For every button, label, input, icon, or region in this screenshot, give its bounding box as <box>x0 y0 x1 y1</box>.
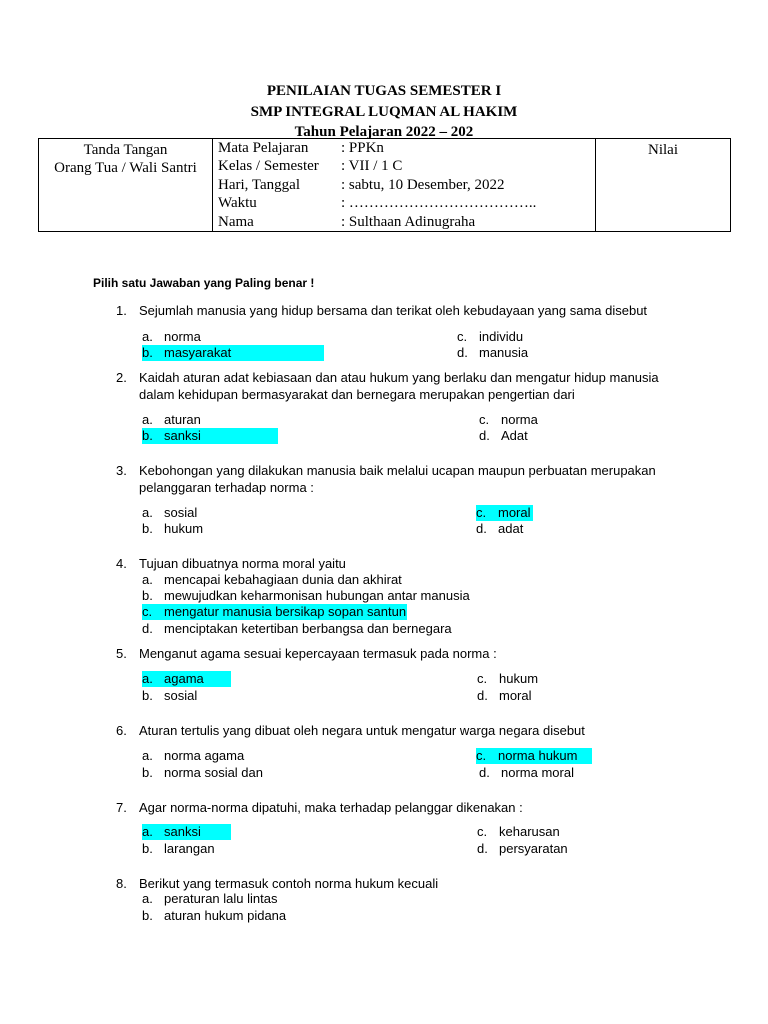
option-text: mengatur manusia bersikap sopan santun <box>164 604 407 619</box>
option-letter: b. <box>142 688 153 703</box>
info-value: : ……………………………….. <box>341 195 537 212</box>
option-text: individu <box>479 329 524 344</box>
info-value: : sabtu, 10 Desember, 2022 <box>341 176 505 193</box>
option-text: norma <box>164 329 201 344</box>
question-number: 7. <box>116 800 127 815</box>
option-letter: c. <box>477 824 488 839</box>
option-text: sosial <box>164 688 198 703</box>
info-label: Mata Pelajaran <box>218 140 309 156</box>
option-letter: a. <box>142 671 153 686</box>
option-text: norma hukum <box>498 748 578 763</box>
option-letter: a. <box>142 824 153 839</box>
question-number: 8. <box>116 876 127 891</box>
instruction: Pilih satu Jawaban yang Paling benar ! <box>93 276 315 290</box>
option-letter: c. <box>142 604 153 619</box>
signature-label-1: Tanda Tangan <box>83 142 168 158</box>
option-text: larangan <box>164 841 215 856</box>
option-text: moral <box>499 688 532 703</box>
option-5a[interactable] <box>142 671 231 687</box>
question-number: 1. <box>116 303 127 318</box>
question-text: Kebohongan yang dilakukan manusia baik melalui ucapan maupun perbuatan merupakan pelanggaran terhadap norma : <box>139 463 656 495</box>
info-label: Kelas / Semester <box>218 158 319 175</box>
info-label: Waktu <box>218 195 257 212</box>
option-letter: b. <box>142 521 153 536</box>
question-number: 6. <box>116 723 127 738</box>
school-name: SMP INTEGRAL LUQMAN AL HAKIM <box>250 104 518 120</box>
info-row-date <box>213 176 595 194</box>
option-text: keharusan <box>499 824 560 839</box>
info-value: : Sulthaan Adinugraha <box>341 213 476 230</box>
option-letter: d. <box>477 841 488 856</box>
option-4c[interactable] <box>142 604 407 620</box>
option-text: hukum <box>499 671 539 686</box>
option-text: adat <box>498 521 524 536</box>
question-text: Berikut yang termasuk contoh norma hukum kecuali <box>139 876 439 891</box>
student-info-cell <box>213 139 596 232</box>
option-text: peraturan lalu lintas <box>164 891 278 906</box>
option-text: masyarakat <box>164 345 232 360</box>
question-number: 2. <box>116 370 127 385</box>
option-text: norma moral <box>501 765 574 780</box>
info-value: : PPKn <box>341 140 384 156</box>
option-letter: d. <box>479 765 490 780</box>
option-letter: d. <box>142 621 153 636</box>
option-text: Adat <box>501 428 528 443</box>
option-letter: c. <box>476 748 487 763</box>
option-letter: c. <box>477 671 488 686</box>
question-text: Tujuan dibuatnya norma moral yaitu <box>139 556 346 571</box>
option-letter: a. <box>142 412 153 427</box>
option-letter: d. <box>479 428 490 443</box>
option-2b[interactable] <box>142 428 278 444</box>
option-text: norma <box>501 412 538 427</box>
question-number: 4. <box>116 556 127 571</box>
score-label: Nilai <box>648 142 678 158</box>
option-text: norma sosial dan <box>164 765 263 780</box>
option-text: mencapai kebahagiaan dunia dan akhirat <box>164 572 402 587</box>
question-text: Aturan tertulis yang dibuat oleh negara untuk mengatur warga negara disebut <box>139 723 585 738</box>
option-letter: c. <box>479 412 490 427</box>
option-letter: c. <box>476 505 487 520</box>
option-letter: d. <box>457 345 468 360</box>
option-letter: b. <box>142 428 153 443</box>
question-number: 5. <box>116 646 127 661</box>
option-letter: b. <box>142 841 153 856</box>
option-text: hukum <box>164 521 204 536</box>
option-text: persyaratan <box>499 841 568 856</box>
question-number: 3. <box>116 463 127 478</box>
option-letter: a. <box>142 505 153 520</box>
option-3c[interactable] <box>476 505 533 521</box>
option-letter: b. <box>142 765 153 780</box>
option-1b[interactable] <box>142 345 324 361</box>
info-row-class <box>213 157 595 175</box>
info-label: Nama <box>218 213 254 230</box>
info-value: : VII / 1 C <box>341 158 403 175</box>
option-7a[interactable] <box>142 824 231 840</box>
academic-year: Tahun Pelajaran 2022 – 202 <box>294 124 474 140</box>
question-text: Sejumlah manusia yang hidup bersama dan terikat oleh kebudayaan yang sama disebut <box>139 303 648 318</box>
option-letter: b. <box>142 908 153 923</box>
option-6c[interactable] <box>476 748 592 764</box>
option-letter: b. <box>142 345 153 360</box>
exam-info-table <box>38 138 731 232</box>
option-text: menciptakan ketertiban berbangsa dan bernegara <box>164 621 452 636</box>
option-letter: d. <box>477 688 488 703</box>
question-text: Kaidah aturan adat kebiasaan dan atau hukum yang berlaku dan mengatur hidup manusia dalam kehidupan bermasyarakat dan bernegara merupakan pengertian dari <box>139 370 659 402</box>
option-letter: a. <box>142 748 153 763</box>
option-text: aturan hukum pidana <box>164 908 287 923</box>
option-text: manusia <box>479 345 529 360</box>
option-letter: a. <box>142 329 153 344</box>
info-label: Hari, Tanggal <box>218 176 300 193</box>
info-row-subject <box>213 139 595 157</box>
option-text: agama <box>164 671 204 686</box>
option-letter: b. <box>142 588 153 603</box>
option-text: sanksi <box>164 824 201 839</box>
question-text: Agar norma-norma dipatuhi, maka terhadap pelanggar dikenakan : <box>139 800 523 815</box>
score-cell <box>596 139 731 232</box>
option-letter: a. <box>142 572 153 587</box>
option-letter: a. <box>142 891 153 906</box>
signature-label-2: Orang Tua / Wali Santri <box>54 160 197 176</box>
exam-title: PENILAIAN TUGAS SEMESTER I <box>266 83 502 99</box>
question-text: Menganut agama sesuai kepercayaan termasuk pada norma : <box>139 646 497 661</box>
option-text: sosial <box>164 505 198 520</box>
option-text: sanksi <box>164 428 201 443</box>
option-text: norma agama <box>164 748 245 763</box>
signature-cell <box>39 139 213 232</box>
option-letter: c. <box>457 329 468 344</box>
info-row-name <box>213 213 595 231</box>
option-text: moral <box>498 505 531 520</box>
option-letter: d. <box>476 521 487 536</box>
info-row-time <box>213 194 595 212</box>
option-text: mewujudkan keharmonisan hubungan antar manusia <box>164 588 470 603</box>
option-text: aturan <box>164 412 201 427</box>
